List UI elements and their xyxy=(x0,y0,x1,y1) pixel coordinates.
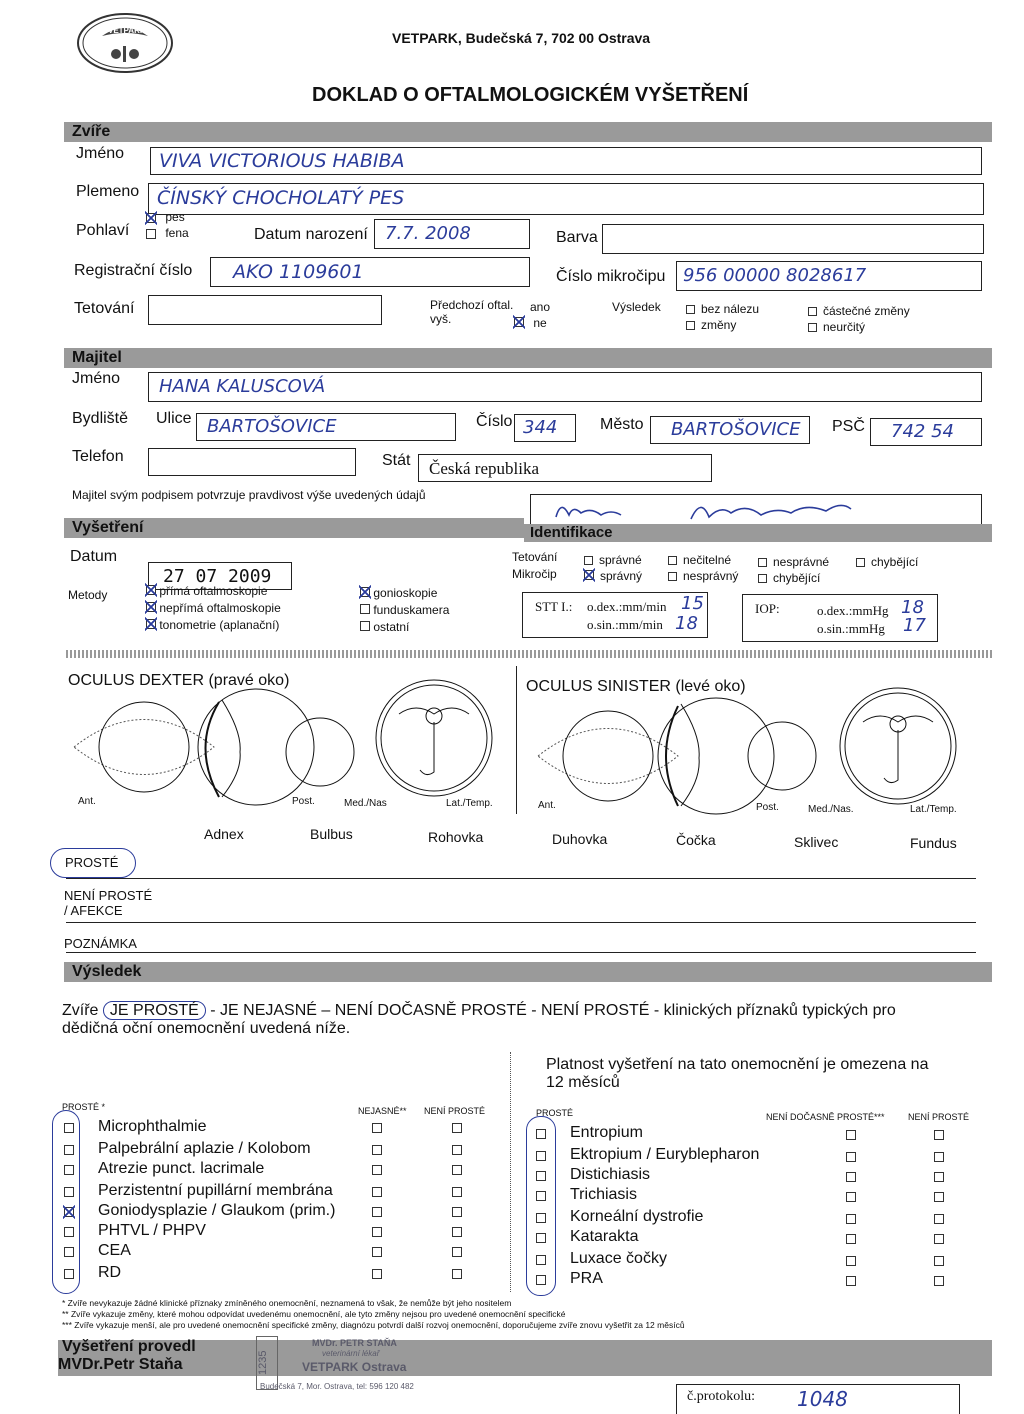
state-field[interactable]: Česká republika xyxy=(418,454,712,482)
divider-stripe xyxy=(66,650,992,658)
method-direct[interactable]: přímá oftalmoskopie xyxy=(146,584,267,598)
row-note: POZNÁMKA xyxy=(64,936,137,951)
disease-name: Korneální dystrofie xyxy=(570,1208,704,1225)
disease-row-right xyxy=(534,1186,954,1206)
disease-free-checkbox[interactable] xyxy=(64,1207,74,1217)
prev-exam-label: Předchozí oftal. vyš. xyxy=(430,298,514,326)
disease-notfree-checkbox[interactable] xyxy=(452,1145,462,1155)
method-other[interactable]: ostatní xyxy=(360,620,409,634)
col-lens: Čočka xyxy=(676,832,716,848)
disease-name: Ektropium / Euryblepharon xyxy=(570,1146,760,1163)
chip-field[interactable]: 956 00000 8028617 xyxy=(676,261,982,291)
section-owner: Majitel xyxy=(64,348,992,368)
result-sentence: Zvíře JE PROSTÉ - JE NEJASNÉ – NENÍ DOČASNĚ PROSTÉ - NENÍ PROSTÉ - klinických příznaků typických pro dědičná oční onemocnění uvedená níže. xyxy=(62,1002,896,1037)
col-notfree-right: NENÍ PROSTÉ xyxy=(908,1112,970,1122)
exam-date-label: Datum xyxy=(70,548,118,565)
result-free-circled: JE PROSTÉ xyxy=(103,1001,206,1020)
os-legend-ant: Ant. xyxy=(538,800,556,811)
disease-name: Trichiasis xyxy=(570,1186,637,1203)
result-partial[interactable]: částečné změny xyxy=(808,304,910,318)
od-legend-lat: Lat./Temp. xyxy=(446,798,493,809)
performed-label: Vyšetření provedl xyxy=(62,1338,196,1355)
performed-bar xyxy=(58,1340,992,1376)
sex-male-checkbox[interactable]: pes xyxy=(146,212,179,226)
footnotes: * Zvíře nevykazuje žádné klinické příznaky zmíněného onemocnění, neznamená to však, že nemůže být jeho nositelem ** Zvíře vykazuje změny, které mohou odpovídat uvedenému onemocnění, ale tyto změny nejsou pro uvedené onemocnění specifické *** Zvíře vykazuje menší, ale pro uvedené onemocnění specifické změny, diagnózu potvrdí další rozvoj onemocnění, doporučujeme zvíře znovu vyšetřit za 12 měsíců xyxy=(62,1298,685,1330)
disease-row-left xyxy=(62,1264,482,1284)
prev-yes[interactable]: ano xyxy=(530,300,551,314)
ident-tattoo-missing[interactable]: chybějící xyxy=(856,555,918,569)
street-label: Ulice xyxy=(156,410,192,427)
disease-free-checkbox[interactable] xyxy=(64,1227,74,1237)
row-notfree-line xyxy=(66,922,976,923)
protocol-box: č.protokolu: 1048 xyxy=(676,1384,960,1414)
prev-no[interactable]: ne xyxy=(514,316,541,330)
ident-chip-correct[interactable]: správný xyxy=(584,569,642,583)
disease-name: Atrezie punct. lacrimale xyxy=(98,1160,265,1177)
disease-notfree-checkbox[interactable] xyxy=(934,1234,944,1244)
disease-row-left xyxy=(62,1118,482,1138)
os-diagram xyxy=(528,676,978,816)
doctor-name: MVDr.Petr Staňa xyxy=(58,1356,183,1373)
disease-notfree-checkbox[interactable] xyxy=(934,1172,944,1182)
disease-notfree-checkbox[interactable] xyxy=(452,1165,462,1175)
section-result: Výsledek xyxy=(64,962,992,982)
disease-free-checkbox[interactable] xyxy=(64,1247,74,1257)
page-title: DOKLAD O OFTALMOLOGICKÉM VYŠETŘENÍ xyxy=(312,84,749,106)
disease-notfree-checkbox[interactable] xyxy=(452,1187,462,1197)
col-cornea: Rohovka xyxy=(428,829,484,845)
state-label: Stát xyxy=(382,452,411,469)
disease-temp-checkbox[interactable] xyxy=(846,1172,856,1182)
result-changes[interactable]: změny xyxy=(686,318,736,332)
disease-notfree-checkbox[interactable] xyxy=(452,1207,462,1217)
vetpark-logo xyxy=(76,12,174,74)
validity-text: Platnost vyšetření na tato onemocnění je omezena na 12 měsíců xyxy=(546,1056,929,1091)
owner-signature xyxy=(551,497,871,525)
result-divider xyxy=(510,1052,511,1292)
result-none[interactable]: bez nálezu xyxy=(686,302,759,316)
disease-free-checkbox[interactable] xyxy=(536,1233,546,1243)
ident-tattoo-illegible[interactable]: nečitelné xyxy=(668,553,731,567)
result-label: Výsledek xyxy=(612,300,661,314)
disease-row-left xyxy=(62,1242,482,1262)
disease-unclear-checkbox[interactable] xyxy=(372,1165,382,1175)
disease-name: RD xyxy=(98,1264,122,1281)
reg-field[interactable]: AKO 1109601 xyxy=(210,257,530,287)
stamp: 1235 MVDr. PETR STAŇA veterinární lékař VETPARK Ostrava Budečská 7, Mor. Ostrava, tel: 596 120 482 xyxy=(257,1338,414,1391)
section-animal: Zvíře xyxy=(64,122,992,142)
os-legend-lat: Lat./Temp. xyxy=(910,804,957,815)
city-label: Město xyxy=(600,416,644,433)
row-free: PROSTÉ xyxy=(50,848,136,878)
disease-temp-checkbox[interactable] xyxy=(846,1234,856,1244)
method-gonioscopy[interactable]: gonioskopie xyxy=(360,586,437,600)
disease-free-checkbox[interactable] xyxy=(536,1129,546,1139)
tattoo-field[interactable] xyxy=(148,295,382,325)
row-note-line xyxy=(66,952,976,953)
disease-row-right xyxy=(534,1250,954,1270)
col-free-right: PROSTÉ xyxy=(536,1108,574,1118)
disease-free-checkbox[interactable] xyxy=(536,1151,546,1161)
od-legend-ant: Ant. xyxy=(78,796,96,807)
section-exam: Vyšetření xyxy=(64,518,524,538)
disease-notfree-checkbox[interactable] xyxy=(452,1269,462,1279)
color-label: Barva xyxy=(556,229,598,246)
disease-notfree-checkbox[interactable] xyxy=(934,1276,944,1286)
disease-temp-checkbox[interactable] xyxy=(846,1130,856,1140)
disease-free-checkbox[interactable] xyxy=(536,1255,546,1265)
od-diagram xyxy=(64,672,514,812)
od-title: OCULUS DEXTER (pravé oko) xyxy=(68,672,290,689)
od-legend-med: Med./Nas xyxy=(344,798,387,809)
disease-row-left xyxy=(62,1222,482,1242)
disease-notfree-checkbox[interactable] xyxy=(452,1227,462,1237)
disease-temp-checkbox[interactable] xyxy=(846,1256,856,1266)
disease-row-right xyxy=(534,1166,954,1186)
disease-row-left xyxy=(62,1160,482,1180)
col-free-left: PROSTÉ * xyxy=(62,1102,106,1112)
owner-signature-field[interactable] xyxy=(530,494,982,526)
od-legend-post: Post. xyxy=(292,796,315,807)
disease-row-right xyxy=(534,1124,954,1144)
phone-field[interactable] xyxy=(148,448,356,476)
disease-unclear-checkbox[interactable] xyxy=(372,1247,382,1257)
disease-temp-checkbox[interactable] xyxy=(846,1214,856,1224)
os-title: OCULUS SINISTER (levé oko) xyxy=(526,678,746,695)
disease-row-left xyxy=(62,1140,482,1160)
address: VETPARK, Budečská 7, 702 00 Ostrava xyxy=(392,30,651,46)
animal-name-label: Jméno xyxy=(76,145,125,162)
phone-label: Telefon xyxy=(72,448,124,465)
disease-name: PHTVL / PHPV xyxy=(98,1222,206,1239)
disease-temp-checkbox[interactable] xyxy=(846,1276,856,1286)
disease-name: Distichiasis xyxy=(570,1166,651,1183)
disease-name: Entropium xyxy=(570,1124,643,1141)
os-legend-med: Med./Nas. xyxy=(808,804,854,815)
disease-row-right xyxy=(534,1146,954,1166)
row-notfree: NENÍ PROSTÉ / AFEKCE xyxy=(64,888,153,918)
zip-label: PSČ xyxy=(832,418,865,435)
disease-unclear-checkbox[interactable] xyxy=(372,1187,382,1197)
disease-free-checkbox[interactable] xyxy=(536,1275,546,1285)
col-fundus: Fundus xyxy=(910,835,957,851)
disease-free-checkbox[interactable] xyxy=(536,1191,546,1201)
disease-unclear-checkbox[interactable] xyxy=(372,1145,382,1155)
disease-name: Palpebrální aplazie / Kolobom xyxy=(98,1140,311,1157)
reg-label: Registrační číslo xyxy=(74,262,193,279)
disease-free-checkbox[interactable] xyxy=(64,1187,74,1197)
chip-label: Číslo mikročipu xyxy=(556,268,666,285)
owner-name-field[interactable]: HANA KALUSCOVÁ xyxy=(148,372,982,402)
disease-temp-checkbox[interactable] xyxy=(846,1192,856,1202)
city-field[interactable]: BARTOŠOVICE xyxy=(650,416,810,444)
method-tonometry[interactable]: tonometrie (aplanační) xyxy=(146,618,279,632)
disease-notfree-checkbox[interactable] xyxy=(934,1214,944,1224)
method-indirect[interactable]: nepřímá oftalmoskopie xyxy=(146,601,281,615)
ident-tattoo-incorrect[interactable]: nesprávné xyxy=(758,555,829,569)
exam-date-field[interactable]: 27 07 2009 xyxy=(148,562,292,590)
col-vitreous: Sklivec xyxy=(794,834,839,850)
dob-label: Datum narození xyxy=(254,226,368,243)
disease-notfree-checkbox[interactable] xyxy=(934,1192,944,1202)
disease-row-right xyxy=(534,1270,954,1290)
method-funduscamera[interactable]: funduskamera xyxy=(360,603,449,617)
iop-box: IOP: o.dex.:mmHg 18 o.sin.:mmHg 17 xyxy=(742,594,938,642)
col-temp-right: NENÍ DOČASNĚ PROSTÉ*** xyxy=(766,1112,885,1122)
breed-field[interactable]: ČÍNSKÝ CHOCHOLATÝ PES xyxy=(148,183,984,215)
ident-chip-missing[interactable]: chybějící xyxy=(758,571,820,585)
animal-name-field[interactable]: VIVA VICTORIOUS HABIBA xyxy=(150,147,982,175)
residence-label: Bydliště xyxy=(72,410,129,427)
col-notfree-left: NENÍ PROSTÉ xyxy=(424,1106,486,1116)
disease-free-checkbox[interactable] xyxy=(536,1213,546,1223)
disease-name: Luxace čočky xyxy=(570,1250,667,1267)
disease-notfree-checkbox[interactable] xyxy=(452,1247,462,1257)
number-field[interactable]: 344 xyxy=(514,414,576,442)
col-unclear-left: NEJASNÉ** xyxy=(358,1106,407,1116)
dob-field[interactable]: 7.7. 2008 xyxy=(374,219,530,249)
row-free-line xyxy=(66,878,976,879)
disease-row-left xyxy=(62,1202,482,1222)
stt-box: STT I.: o.dex.:mm/min 15 o.sin.:mm/min 18 xyxy=(522,592,708,638)
ident-chip-label: Mikročip xyxy=(512,567,557,581)
col-adnex: Adnex xyxy=(204,826,244,842)
disease-free-checkbox[interactable] xyxy=(536,1171,546,1181)
street-field[interactable]: BARTOŠOVICE xyxy=(196,413,456,441)
owner-name-label: Jméno xyxy=(72,370,121,387)
section-identification: Identifikace xyxy=(524,524,992,542)
methods-label: Metody xyxy=(68,588,108,602)
disease-unclear-checkbox[interactable] xyxy=(372,1269,382,1279)
ident-tattoo-label: Tetování xyxy=(512,550,558,564)
disease-free-checkbox[interactable] xyxy=(64,1165,74,1175)
sex-label: Pohlaví xyxy=(76,222,130,239)
disease-name: PRA xyxy=(570,1270,603,1287)
disease-name: Microphthalmie xyxy=(98,1118,207,1135)
disease-notfree-checkbox[interactable] xyxy=(934,1130,944,1140)
logo-text: VETPARK xyxy=(108,26,146,35)
disease-name: Goniodysplazie / Glaukom (prim.) xyxy=(98,1202,336,1219)
ident-chip-incorrect[interactable]: nesprávný xyxy=(668,569,738,583)
disease-row-left xyxy=(62,1182,482,1202)
eye-divider xyxy=(516,666,517,814)
disease-row-right xyxy=(534,1228,954,1248)
tattoo-label: Tetování xyxy=(74,300,135,317)
breed-label: Plemeno xyxy=(76,183,140,200)
disease-free-checkbox[interactable] xyxy=(64,1123,74,1133)
sex-female-checkbox[interactable]: fena xyxy=(146,228,183,242)
result-unclear[interactable]: neurčitý xyxy=(808,320,865,334)
disease-notfree-checkbox[interactable] xyxy=(934,1152,944,1162)
col-iris: Duhovka xyxy=(552,831,608,847)
disease-name: Katarakta xyxy=(570,1228,639,1245)
number-label: Číslo xyxy=(476,413,513,430)
disease-name: Perzistentní pupillární membrána xyxy=(98,1182,333,1199)
col-bulbus: Bulbus xyxy=(310,826,353,842)
os-legend-post: Post. xyxy=(756,802,779,813)
disease-unclear-checkbox[interactable] xyxy=(372,1207,382,1217)
ident-tattoo-correct[interactable]: správné xyxy=(584,553,642,567)
disease-row-right xyxy=(534,1208,954,1228)
eye-columns xyxy=(0,826,1024,850)
disease-notfree-checkbox[interactable] xyxy=(934,1256,944,1266)
disease-free-checkbox[interactable] xyxy=(64,1145,74,1155)
disease-free-checkbox[interactable] xyxy=(64,1269,74,1279)
disease-name: CEA xyxy=(98,1242,131,1259)
disease-notfree-checkbox[interactable] xyxy=(452,1123,462,1133)
owner-confirm-text: Majitel svým podpisem potvrzuje pravdivost výše uvedených údajů xyxy=(72,488,426,502)
disease-unclear-checkbox[interactable] xyxy=(372,1227,382,1237)
zip-field[interactable]: 742 54 xyxy=(870,418,982,446)
color-field[interactable] xyxy=(602,224,984,254)
disease-temp-checkbox[interactable] xyxy=(846,1152,856,1162)
disease-unclear-checkbox[interactable] xyxy=(372,1123,382,1133)
